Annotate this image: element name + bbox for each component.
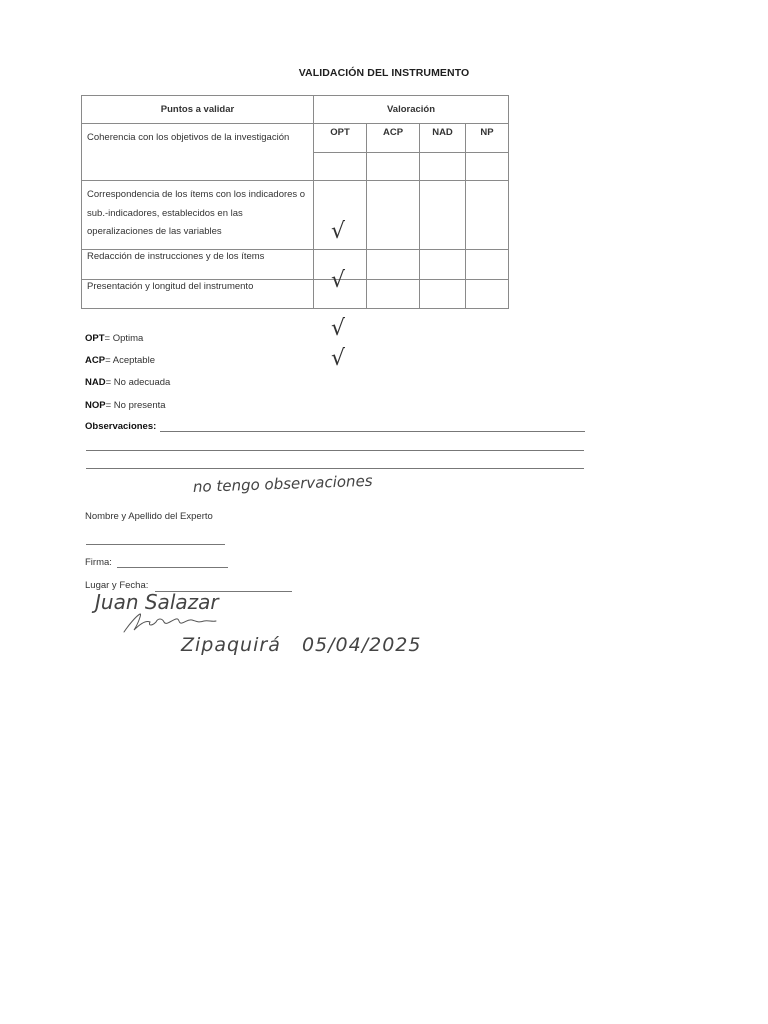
cell-nad-presentation	[420, 280, 466, 309]
column-acp: ACP	[367, 124, 420, 153]
cell-nad-coherence	[420, 153, 466, 181]
cell-np-presentation	[466, 280, 509, 309]
cell-nad-wording	[420, 250, 466, 280]
signature-label: Firma:	[85, 557, 112, 568]
cell-acp-wording	[367, 250, 420, 280]
cell-np-wording	[466, 250, 509, 280]
cell-np-correspondence	[466, 181, 509, 250]
check-mark-icon: √	[331, 346, 346, 371]
observations-line	[86, 450, 584, 451]
cell-opt-coherence	[314, 153, 367, 181]
cell-acp-coherence	[367, 153, 420, 181]
place-date-label: Lugar y Fecha:	[85, 580, 149, 591]
handwritten-place-date: Zipaquirá 05/04/2025	[181, 634, 422, 656]
legend-nad: NAD= No adecuada	[85, 377, 171, 388]
cell-acp-presentation	[367, 280, 420, 309]
column-np: NP	[466, 124, 509, 153]
cell-np-coherence	[466, 153, 509, 181]
legend-nop: NOP= No presenta	[85, 400, 166, 411]
handwritten-name: Juan Salazar	[95, 590, 219, 614]
header-valuation: Valoración	[314, 96, 509, 124]
document-title: VALIDACIÓN DEL INSTRUMENTO	[298, 67, 470, 79]
observations-line	[86, 468, 584, 469]
criterion-wording: Redacción de instrucciones y de los ítems	[82, 250, 314, 280]
legend-opt: OPT= Optima	[85, 333, 144, 344]
criterion-presentation: Presentación y longitud del instrumento	[82, 280, 314, 309]
column-nad: NAD	[420, 124, 466, 153]
legend-acp: ACP= Aceptable	[85, 355, 155, 366]
cell-acp-correspondence	[367, 181, 420, 250]
observations-label: Observaciones:	[85, 421, 157, 432]
expert-name-line	[86, 544, 225, 545]
check-mark-icon: √	[331, 268, 346, 293]
cell-nad-correspondence	[420, 181, 466, 250]
check-mark-icon: √	[331, 316, 346, 341]
header-points-to-validate: Puntos a validar	[82, 96, 314, 124]
signature-scribble-icon	[118, 610, 218, 636]
expert-name-label: Nombre y Apellido del Experto	[85, 511, 213, 522]
validation-table	[81, 95, 509, 309]
observations-line	[160, 431, 585, 432]
criterion-correspondence: Correspondencia de los ítems con los indicadores o sub.-indicadores, establecidos en las operalizaciones de las variables	[82, 181, 314, 250]
signature-line	[117, 567, 228, 568]
check-mark-icon: √	[331, 219, 346, 244]
criterion-coherence: Coherencia con los objetivos de la investigación	[82, 124, 314, 181]
handwritten-observations: no tengo observaciones	[192, 471, 373, 496]
column-opt: OPT	[314, 124, 367, 153]
